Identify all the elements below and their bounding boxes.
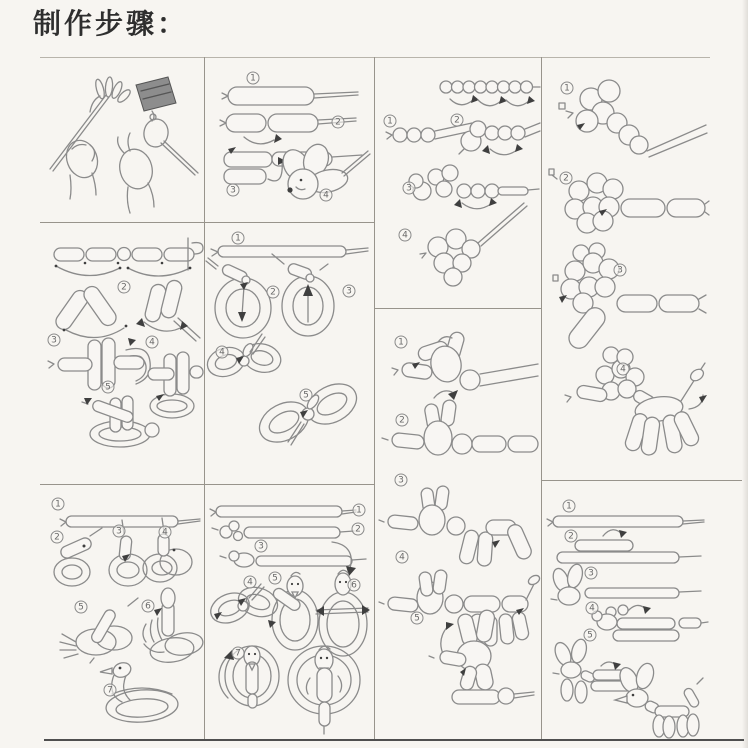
parrot-step6 [316, 570, 370, 656]
sitting-dog-step4 [379, 569, 541, 646]
step-number: 4 [586, 602, 599, 615]
poodle-step4 [565, 347, 707, 456]
panel-mouse [204, 57, 374, 222]
sitting-dog-step1 [392, 331, 538, 390]
hands-inflating-balloon-drawing [40, 57, 204, 222]
panel-beads [374, 57, 541, 308]
swan-step1 [60, 516, 200, 527]
step-number: 2 [560, 172, 573, 185]
panel-bow [204, 222, 374, 484]
step-number: 4 [216, 346, 229, 359]
parrot-final [288, 646, 360, 734]
panel-swan [40, 484, 204, 740]
bow-steps-drawing [204, 222, 374, 484]
step-number: 2 [51, 531, 64, 544]
step-number: 6 [142, 600, 155, 613]
bead-flower-steps-drawing [374, 57, 541, 308]
step-number: 7 [104, 684, 117, 697]
poodle-step3 [553, 243, 706, 352]
step-number: 1 [52, 498, 65, 511]
beads-step4 [420, 203, 527, 286]
swan-steps-drawing [40, 484, 204, 740]
bow-step3 [272, 254, 334, 336]
airplane-fold [53, 283, 128, 337]
mouse-steps-drawing [204, 57, 374, 222]
step-number: 3 [614, 264, 627, 277]
step-number: 4 [617, 363, 630, 376]
step-number: 2 [565, 530, 578, 543]
step-number: 5 [584, 629, 597, 642]
step-number: 2 [451, 114, 464, 127]
beads-chain [440, 81, 540, 106]
airplane-step4 [148, 352, 203, 418]
airplane-chain [54, 238, 203, 276]
cross-figure-steps-drawing [40, 222, 204, 484]
parrot-step2 [212, 521, 354, 541]
step-number: 4 [320, 189, 333, 202]
scan-edge-shade [742, 0, 748, 748]
bow-step4 [204, 334, 284, 381]
poodle-step1 [559, 80, 707, 157]
step-number: 1 [232, 232, 245, 245]
step-number: 5 [411, 612, 424, 625]
step-number: 4 [396, 551, 409, 564]
dog-step1 [547, 516, 704, 527]
step-number: 3 [395, 474, 408, 487]
panel-sitting-dog [374, 308, 541, 740]
step-number: 1 [353, 504, 366, 517]
dog-step2 [557, 530, 701, 563]
panel-inflate [40, 57, 204, 222]
step-number: 2 [396, 414, 409, 427]
swan-step5 [60, 598, 138, 663]
step-number: 4 [399, 229, 412, 242]
step-number: 5 [300, 389, 313, 402]
step-number: 2 [267, 286, 280, 299]
step-number: 4 [146, 336, 159, 349]
step-number: 4 [159, 526, 172, 539]
dog-step3 [550, 563, 701, 605]
step-number: 5 [269, 572, 282, 585]
step-number: 2 [332, 116, 345, 129]
step-number: 5 [75, 601, 88, 614]
swan-step6 [143, 588, 204, 665]
step-number: 3 [113, 525, 126, 538]
step-number: 3 [403, 182, 416, 195]
bow-step1 [211, 246, 368, 257]
dog-steps-drawing [541, 480, 710, 740]
beads-step2 [459, 121, 540, 155]
step-number: 3 [227, 184, 240, 197]
airplane-step3 [48, 338, 150, 390]
step-number: 1 [395, 336, 408, 349]
step-number: 1 [384, 115, 397, 128]
step-number: 3 [48, 334, 61, 347]
airplane-step5 [82, 396, 159, 447]
step-number: 3 [585, 567, 598, 580]
parrot-steps-drawing [204, 484, 374, 740]
left-hand [50, 77, 132, 199]
panel-airplane [40, 222, 204, 484]
mouse-step1 [222, 87, 358, 105]
sitting-dog-steps-drawing [374, 308, 541, 740]
page-title: 制作步骤： [33, 7, 189, 40]
step-number: 2 [352, 523, 365, 536]
bow-step5 [253, 376, 364, 450]
step-number: 1 [247, 72, 260, 85]
step-number: 3 [255, 540, 268, 553]
beads-step3 [409, 165, 539, 209]
step-number: 7 [232, 647, 245, 660]
step-number: 5 [102, 381, 115, 394]
step-number: 6 [348, 579, 361, 592]
dog-final [615, 661, 703, 738]
panel-dog [541, 480, 710, 740]
bow-step2 [206, 258, 271, 338]
step-number: 3 [343, 285, 356, 298]
parrot-step1 [210, 506, 356, 517]
step-number: 4 [244, 576, 257, 589]
step-number: 1 [563, 500, 576, 513]
panel-parrot [204, 484, 374, 740]
airplane-step2 [136, 279, 200, 341]
parrot-step7 [219, 646, 279, 708]
dog-step4 [592, 605, 708, 641]
step-number: 1 [561, 82, 574, 95]
step-number: 2 [118, 281, 131, 294]
poodle-step2 [549, 169, 709, 233]
